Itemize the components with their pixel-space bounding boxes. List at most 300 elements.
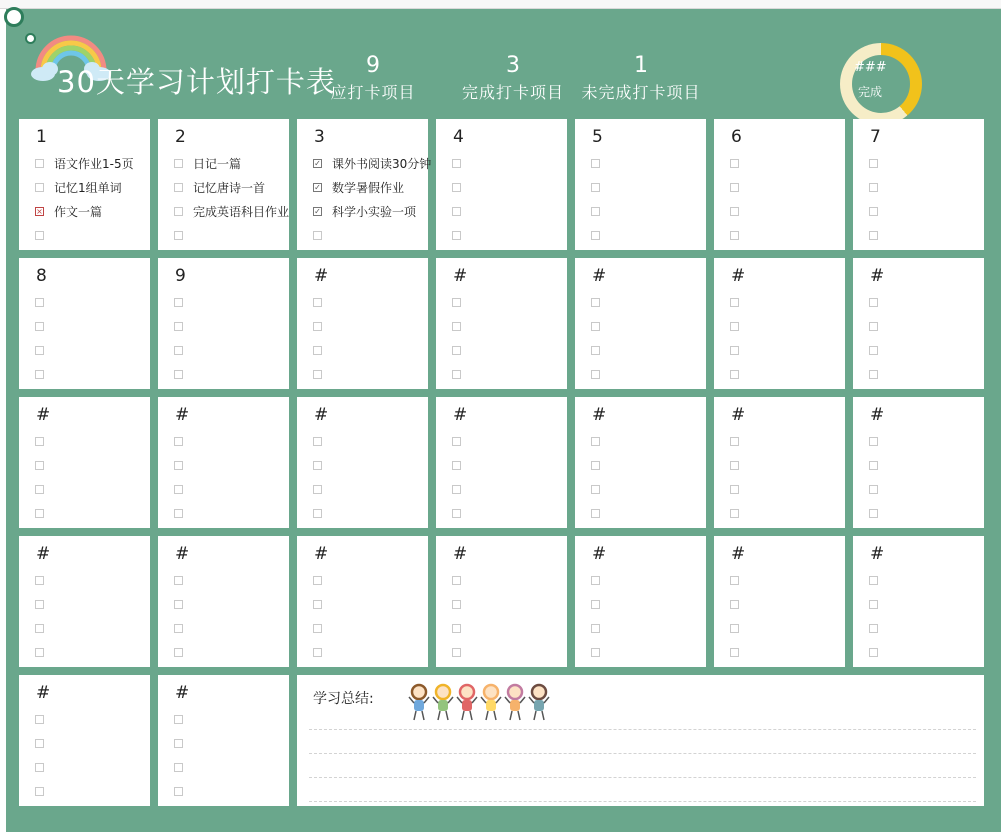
task-item — [35, 501, 54, 525]
day-cell[interactable] — [853, 397, 984, 528]
day-cell[interactable] — [575, 397, 706, 528]
stat-incomplete-value: 1 — [634, 53, 648, 78]
task-item — [313, 616, 332, 640]
checkbox-icon[interactable] — [35, 739, 44, 748]
day-cell[interactable] — [436, 258, 567, 389]
task-item — [591, 501, 610, 525]
checkbox-icon[interactable] — [591, 437, 600, 446]
task-item — [730, 640, 749, 664]
task-item — [591, 592, 610, 616]
task-item — [174, 731, 193, 755]
day-number: # — [592, 405, 607, 425]
checkbox-icon[interactable] — [591, 159, 600, 168]
checkbox-icon[interactable] — [869, 576, 878, 585]
day-number: # — [453, 405, 468, 425]
day-cell[interactable] — [714, 536, 845, 667]
day-number: 1 — [36, 127, 47, 147]
task-item — [452, 199, 471, 223]
checkbox-icon[interactable] — [452, 183, 461, 192]
checkbox-icon[interactable] — [869, 624, 878, 633]
task-label: 完成英语科目作业 — [193, 204, 290, 219]
checkbox-icon[interactable] — [174, 739, 183, 748]
task-item — [452, 290, 471, 314]
spreadsheet-column-header-strip — [0, 0, 1001, 9]
task-item — [452, 223, 471, 247]
day-number: # — [453, 544, 468, 564]
day-number: 6 — [731, 127, 742, 147]
checkbox-icon[interactable]: ✓ — [314, 206, 321, 216]
day-number: # — [175, 544, 190, 564]
task-item — [591, 290, 610, 314]
checkbox-icon[interactable] — [35, 322, 44, 331]
day-cell[interactable] — [297, 258, 428, 389]
task-list — [869, 151, 888, 247]
checkbox-icon[interactable] — [730, 437, 739, 446]
checkbox-icon[interactable] — [313, 576, 322, 585]
checkbox-icon[interactable] — [869, 159, 878, 168]
checkbox-icon[interactable] — [452, 231, 461, 240]
stat-planned-value: 9 — [366, 53, 380, 78]
task-list — [313, 290, 332, 386]
checkbox-icon[interactable] — [452, 461, 461, 470]
checkbox-icon[interactable] — [174, 461, 183, 470]
day-cell[interactable] — [19, 536, 150, 667]
day-cell[interactable] — [714, 119, 845, 250]
task-item — [174, 779, 193, 803]
day-cell[interactable] — [575, 119, 706, 250]
task-item — [313, 175, 431, 199]
checkbox-icon[interactable] — [591, 346, 600, 355]
task-item — [35, 453, 54, 477]
checkbox-icon[interactable] — [869, 485, 878, 494]
checkbox-icon[interactable] — [174, 763, 183, 772]
checkbox-icon[interactable] — [869, 370, 878, 379]
task-item — [869, 453, 888, 477]
task-list — [730, 568, 749, 664]
day-number: # — [314, 405, 329, 425]
task-item — [174, 707, 193, 731]
task-label: 记忆唐诗一首 — [193, 180, 266, 195]
day-cell[interactable] — [714, 258, 845, 389]
day-cell[interactable] — [436, 119, 567, 250]
checkbox-icon[interactable] — [869, 648, 878, 657]
summary-rule-line — [309, 753, 976, 754]
checkbox-icon[interactable] — [730, 600, 739, 609]
task-list — [35, 568, 54, 664]
day-cell[interactable] — [158, 258, 289, 389]
checkbox-icon[interactable] — [313, 231, 322, 240]
checkbox-icon[interactable] — [174, 576, 183, 585]
task-list — [35, 707, 54, 803]
checkbox-icon[interactable] — [869, 437, 878, 446]
task-list — [591, 151, 610, 247]
checkbox-icon[interactable] — [730, 207, 739, 216]
rotate-handle-icon[interactable] — [25, 33, 36, 44]
checkbox-icon[interactable] — [313, 298, 322, 307]
checkbox-icon[interactable] — [35, 715, 44, 724]
checkbox-icon[interactable] — [730, 231, 739, 240]
checkbox-icon[interactable] — [730, 648, 739, 657]
checkbox-icon[interactable] — [452, 509, 461, 518]
day-cell[interactable] — [436, 397, 567, 528]
checkbox-icon[interactable] — [869, 600, 878, 609]
task-item — [174, 616, 193, 640]
task-item — [591, 616, 610, 640]
checkbox-icon[interactable] — [869, 346, 878, 355]
task-item — [313, 199, 431, 223]
checkbox-icon[interactable] — [591, 461, 600, 470]
stat-incomplete — [561, 53, 721, 103]
task-item — [452, 429, 471, 453]
checkbox-icon[interactable] — [313, 648, 322, 657]
task-item — [35, 290, 54, 314]
checkbox-icon[interactable] — [313, 322, 322, 331]
task-item — [591, 314, 610, 338]
day-number: # — [731, 266, 746, 286]
checkbox-icon[interactable] — [174, 207, 183, 216]
task-item — [35, 362, 54, 386]
task-item — [313, 568, 332, 592]
day-cell[interactable] — [158, 675, 289, 806]
day-cell[interactable] — [575, 536, 706, 667]
task-item — [591, 429, 610, 453]
task-item — [313, 477, 332, 501]
checkbox-icon[interactable] — [35, 576, 44, 585]
task-item — [730, 223, 749, 247]
checkbox-icon[interactable] — [174, 159, 183, 168]
checkbox-icon[interactable] — [730, 576, 739, 585]
checkbox-icon[interactable] — [591, 370, 600, 379]
task-list — [869, 290, 888, 386]
day-number: # — [870, 405, 885, 425]
day-number: # — [36, 544, 51, 564]
summary-rule-line — [309, 777, 976, 778]
task-item — [452, 453, 471, 477]
day-number: # — [592, 266, 607, 286]
task-item — [869, 429, 888, 453]
checkbox-icon[interactable] — [313, 624, 322, 633]
stat-completed-value: 3 — [506, 53, 520, 78]
day-cell[interactable] — [714, 397, 845, 528]
checkbox-icon[interactable] — [35, 437, 44, 446]
checkbox-icon[interactable] — [730, 322, 739, 331]
checkbox-icon[interactable] — [452, 648, 461, 657]
task-item — [35, 151, 134, 175]
completion-ring — [840, 43, 922, 125]
checkbox-icon[interactable] — [591, 648, 600, 657]
day-cell[interactable] — [853, 536, 984, 667]
checkbox-icon[interactable] — [591, 624, 600, 633]
checkbox-icon[interactable] — [730, 346, 739, 355]
task-item — [313, 640, 332, 664]
checkbox-icon[interactable] — [174, 509, 183, 518]
task-item — [174, 223, 289, 247]
task-list — [452, 151, 471, 247]
day-cell[interactable] — [19, 258, 150, 389]
day-cell[interactable] — [158, 536, 289, 667]
day-number: 9 — [175, 266, 186, 286]
checkbox-icon[interactable] — [452, 346, 461, 355]
checkbox-icon[interactable] — [174, 624, 183, 633]
checkbox-icon[interactable] — [35, 509, 44, 518]
checkbox-icon[interactable] — [313, 485, 322, 494]
task-item — [35, 755, 54, 779]
checkbox-icon[interactable] — [313, 346, 322, 355]
checkbox-icon[interactable] — [452, 437, 461, 446]
task-label: 日记一篇 — [193, 156, 242, 171]
checkbox-icon[interactable] — [730, 159, 739, 168]
task-label: 记忆1组单词 — [54, 180, 122, 195]
checkbox-icon[interactable] — [730, 370, 739, 379]
stat-completed-label: 完成打卡项目 — [461, 83, 564, 102]
checkbox-icon[interactable] — [35, 159, 44, 168]
day-cell[interactable] — [19, 675, 150, 806]
checkbox-icon[interactable] — [174, 600, 183, 609]
checkbox-icon[interactable] — [452, 207, 461, 216]
checkbox-icon[interactable] — [174, 437, 183, 446]
task-item — [452, 314, 471, 338]
checkbox-icon[interactable] — [591, 576, 600, 585]
selection-handle-icon[interactable] — [4, 7, 24, 27]
day-cell[interactable] — [19, 397, 150, 528]
checkbox-icon[interactable] — [452, 576, 461, 585]
task-item — [35, 338, 54, 362]
task-item — [313, 453, 332, 477]
task-item — [452, 592, 471, 616]
stat-planned — [293, 53, 453, 103]
day-number: # — [731, 544, 746, 564]
task-item — [174, 592, 193, 616]
checkbox-icon[interactable] — [869, 183, 878, 192]
stat-planned-label: 应打卡项目 — [330, 83, 416, 102]
checkbox-icon[interactable] — [174, 485, 183, 494]
checkbox-icon[interactable] — [452, 370, 461, 379]
task-item — [730, 616, 749, 640]
checkbox-icon[interactable] — [869, 207, 878, 216]
day-cell[interactable] — [19, 119, 150, 250]
task-item — [174, 501, 193, 525]
day-number: 3 — [314, 127, 325, 147]
checkbox-icon[interactable] — [174, 183, 183, 192]
checkbox-icon[interactable] — [869, 322, 878, 331]
checkbox-icon[interactable] — [591, 509, 600, 518]
checkbox-icon[interactable] — [35, 298, 44, 307]
task-item — [730, 199, 749, 223]
checkbox-icon[interactable] — [730, 509, 739, 518]
day-cell[interactable] — [297, 536, 428, 667]
checkbox-icon[interactable] — [869, 231, 878, 240]
day-grid — [19, 119, 985, 806]
task-item — [452, 175, 471, 199]
cartoon-kids-icon — [407, 680, 557, 722]
checkbox-icon[interactable] — [174, 648, 183, 657]
task-item — [869, 314, 888, 338]
task-list — [452, 568, 471, 664]
task-item — [313, 338, 332, 362]
checkbox-icon[interactable] — [452, 600, 461, 609]
checkbox-icon[interactable] — [35, 370, 44, 379]
task-list — [174, 568, 193, 664]
task-list — [730, 429, 749, 525]
task-item — [313, 501, 332, 525]
checkbox-icon[interactable] — [313, 370, 322, 379]
task-item — [35, 568, 54, 592]
checkbox-icon[interactable] — [35, 346, 44, 355]
day-number: # — [175, 405, 190, 425]
task-list — [730, 151, 749, 247]
checkbox-icon[interactable] — [452, 159, 461, 168]
task-item — [174, 640, 193, 664]
checkbox-icon[interactable] — [869, 509, 878, 518]
task-item — [730, 175, 749, 199]
task-item — [591, 477, 610, 501]
task-item — [35, 731, 54, 755]
task-list — [313, 429, 332, 525]
checkbox-icon[interactable] — [35, 231, 44, 240]
day-number: # — [314, 544, 329, 564]
checkbox-icon[interactable] — [174, 346, 183, 355]
task-item — [452, 338, 471, 362]
task-list — [174, 429, 193, 525]
day-cell[interactable] — [436, 536, 567, 667]
task-item — [313, 362, 332, 386]
checkbox-icon[interactable] — [591, 183, 600, 192]
task-item — [174, 429, 193, 453]
task-item — [869, 640, 888, 664]
checkbox-icon[interactable] — [35, 763, 44, 772]
task-item — [452, 362, 471, 386]
task-list — [313, 151, 431, 247]
checkbox-icon[interactable] — [313, 437, 322, 446]
checkbox-icon[interactable] — [869, 461, 878, 470]
checkbox-icon[interactable] — [35, 485, 44, 494]
task-item — [452, 640, 471, 664]
completion-percent: ### — [854, 60, 887, 75]
task-item — [869, 223, 888, 247]
task-item — [869, 477, 888, 501]
task-item — [730, 568, 749, 592]
checkbox-icon[interactable] — [35, 787, 44, 796]
task-list — [591, 429, 610, 525]
checkbox-icon[interactable] — [174, 715, 183, 724]
checkbox-icon[interactable] — [591, 231, 600, 240]
day-cell[interactable] — [297, 119, 432, 250]
task-item — [313, 223, 431, 247]
day-number: # — [870, 544, 885, 564]
task-list — [35, 429, 54, 525]
task-list — [591, 568, 610, 664]
task-item — [730, 362, 749, 386]
checkbox-icon[interactable]: ✓ — [314, 158, 321, 168]
day-cell[interactable] — [158, 119, 289, 250]
checkbox-icon[interactable] — [730, 183, 739, 192]
checkbox-icon[interactable] — [174, 787, 183, 796]
checkbox-icon[interactable] — [35, 648, 44, 657]
task-label: 数学暑假作业 — [332, 180, 405, 195]
task-item — [313, 290, 332, 314]
day-cell[interactable] — [853, 119, 984, 250]
task-list — [174, 290, 193, 386]
task-item — [313, 314, 332, 338]
checkbox-icon[interactable] — [730, 485, 739, 494]
day-cell[interactable] — [297, 397, 428, 528]
checkbox-icon[interactable] — [313, 509, 322, 518]
task-item — [174, 199, 289, 223]
day-cell[interactable] — [158, 397, 289, 528]
checkbox-icon[interactable] — [591, 207, 600, 216]
task-item — [730, 290, 749, 314]
checkbox-icon[interactable]: ✓ — [314, 182, 321, 192]
day-number: # — [36, 683, 51, 703]
task-item — [591, 151, 610, 175]
task-item — [869, 501, 888, 525]
task-item — [174, 477, 193, 501]
checkbox-icon[interactable] — [174, 298, 183, 307]
task-item — [35, 429, 54, 453]
task-item — [730, 338, 749, 362]
checkbox-icon[interactable] — [35, 624, 44, 633]
day-cell[interactable] — [853, 258, 984, 389]
checkbox-icon[interactable] — [452, 624, 461, 633]
task-item — [174, 362, 193, 386]
checkbox-icon[interactable] — [174, 370, 183, 379]
task-item — [313, 592, 332, 616]
day-number: # — [36, 405, 51, 425]
checkbox-icon[interactable] — [869, 298, 878, 307]
checkbox-icon[interactable] — [591, 298, 600, 307]
checkbox-icon[interactable] — [591, 485, 600, 494]
task-item — [869, 290, 888, 314]
summary-panel[interactable] — [297, 675, 984, 806]
task-list — [35, 151, 134, 247]
checkbox-icon[interactable] — [174, 322, 183, 331]
checkbox-icon[interactable] — [35, 183, 44, 192]
checkbox-icon[interactable] — [591, 322, 600, 331]
task-label: 课外书阅读30分钟 — [332, 156, 432, 171]
task-item — [452, 568, 471, 592]
task-list — [174, 151, 289, 247]
checkbox-icon[interactable] — [452, 485, 461, 494]
day-cell[interactable] — [575, 258, 706, 389]
task-item — [730, 151, 749, 175]
task-item — [35, 477, 54, 501]
day-number: # — [175, 683, 190, 703]
task-label: 语文作业1-5页 — [54, 156, 134, 171]
checkbox-icon[interactable] — [35, 461, 44, 470]
checkbox-icon[interactable] — [452, 322, 461, 331]
checkbox-icon[interactable] — [730, 461, 739, 470]
day-number: # — [870, 266, 885, 286]
checkbox-icon[interactable] — [591, 600, 600, 609]
checkbox-icon[interactable] — [35, 600, 44, 609]
task-item — [174, 755, 193, 779]
task-item — [35, 314, 54, 338]
checkbox-icon[interactable] — [313, 600, 322, 609]
checkbox-icon[interactable] — [452, 298, 461, 307]
task-list — [174, 707, 193, 803]
day-number: 5 — [592, 127, 603, 147]
checkbox-icon[interactable] — [313, 461, 322, 470]
checkbox-icon[interactable]: × — [36, 206, 43, 216]
checkbox-icon[interactable] — [174, 231, 183, 240]
checkbox-icon[interactable] — [730, 298, 739, 307]
task-item — [730, 314, 749, 338]
task-item — [591, 568, 610, 592]
day-number: # — [592, 544, 607, 564]
checkbox-icon[interactable] — [730, 624, 739, 633]
task-item — [174, 175, 289, 199]
page-title: 30天学习计划打卡表 — [57, 65, 336, 99]
